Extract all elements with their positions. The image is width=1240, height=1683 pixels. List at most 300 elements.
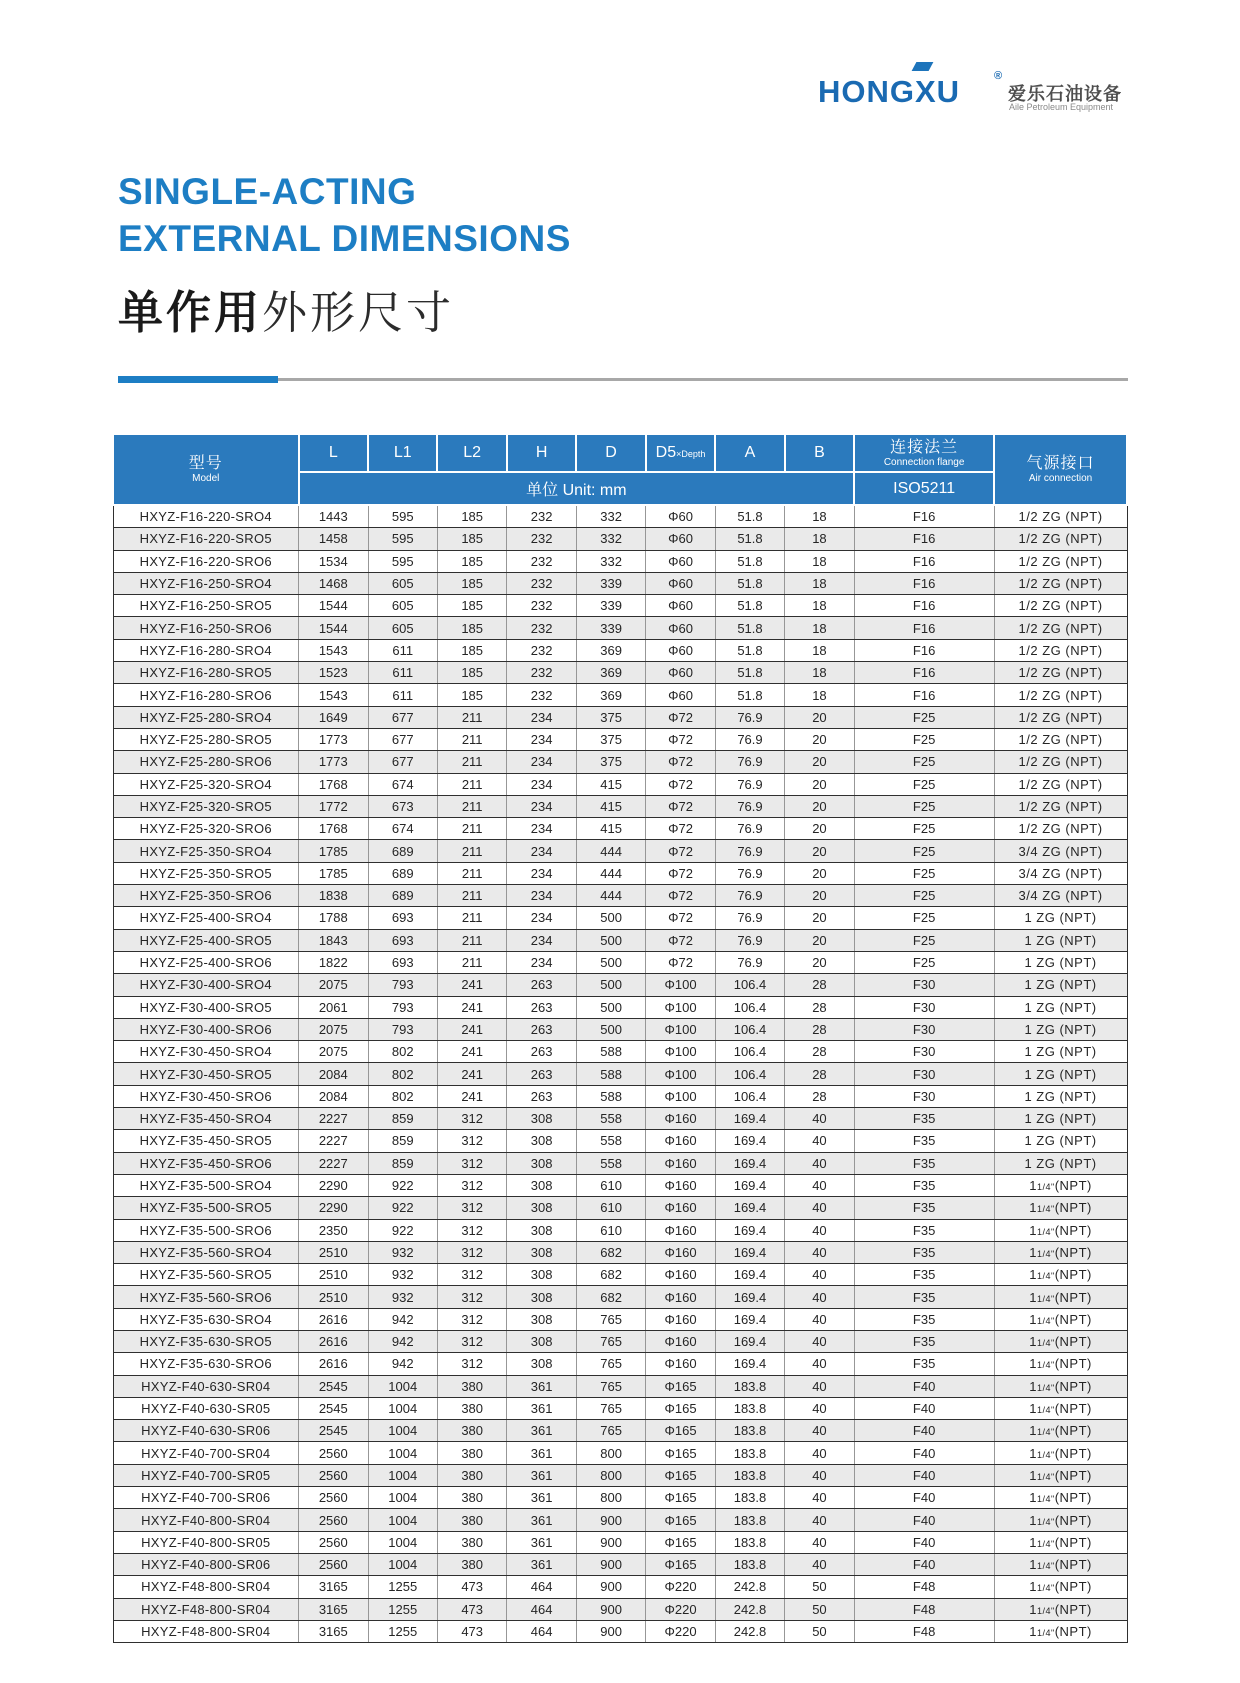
cell-air: 1/2 ZG (NPT) xyxy=(994,617,1127,639)
cell-d: 765 xyxy=(576,1375,645,1397)
cell-h: 234 xyxy=(507,773,576,795)
cell-b: 20 xyxy=(785,795,854,817)
cell-a: 76.9 xyxy=(715,818,784,840)
title-chinese xyxy=(118,276,571,341)
cell-h: 232 xyxy=(507,595,576,617)
cell-l2: 380 xyxy=(437,1531,506,1553)
cell-l1: 793 xyxy=(368,974,437,996)
cell-flange: F16 xyxy=(854,572,994,594)
cell-h: 234 xyxy=(507,840,576,862)
cell-d5: Φ100 xyxy=(646,996,715,1018)
cell-a: 76.9 xyxy=(715,840,784,862)
cell-l1: 1004 xyxy=(368,1397,437,1419)
cell-d5: Φ165 xyxy=(646,1487,715,1509)
table-row xyxy=(113,1041,1127,1063)
cell-d5: Φ72 xyxy=(646,751,715,773)
cell-d: 500 xyxy=(576,996,645,1018)
table-row xyxy=(113,974,1127,996)
table-row xyxy=(113,1487,1127,1509)
cell-l: 1543 xyxy=(299,684,368,706)
cell-d5: Φ160 xyxy=(646,1174,715,1196)
table-row xyxy=(113,1241,1127,1263)
cell-b: 20 xyxy=(785,728,854,750)
cell-h: 361 xyxy=(507,1464,576,1486)
col-header-model-en: Model xyxy=(192,473,220,484)
cell-flange: F35 xyxy=(854,1241,994,1263)
logo-accent-icon xyxy=(912,62,934,71)
cell-model: HXYZ-F25-350-SRO6 xyxy=(113,885,299,907)
table-row xyxy=(113,907,1127,929)
cell-air: 11/4"(NPT) xyxy=(994,1509,1127,1531)
cell-a: 169.4 xyxy=(715,1264,784,1286)
cell-l: 2545 xyxy=(299,1397,368,1419)
cell-a: 51.8 xyxy=(715,505,784,528)
cell-l: 2560 xyxy=(299,1553,368,1575)
cell-d5: Φ100 xyxy=(646,974,715,996)
cell-h: 308 xyxy=(507,1130,576,1152)
cell-model: HXYZ-F48-800-SR04 xyxy=(113,1576,299,1598)
cell-a: 106.4 xyxy=(715,1041,784,1063)
cell-d: 610 xyxy=(576,1197,645,1219)
cell-l1: 942 xyxy=(368,1353,437,1375)
cell-l2: 241 xyxy=(437,1063,506,1085)
cell-d: 800 xyxy=(576,1442,645,1464)
cell-b: 40 xyxy=(785,1553,854,1575)
cell-model: HXYZ-F16-280-SRO6 xyxy=(113,684,299,706)
cell-d5: Φ165 xyxy=(646,1553,715,1575)
cell-l2: 241 xyxy=(437,1041,506,1063)
cell-h: 232 xyxy=(507,617,576,639)
cell-a: 51.8 xyxy=(715,572,784,594)
cell-d5: Φ160 xyxy=(646,1264,715,1286)
cell-h: 232 xyxy=(507,550,576,572)
cell-model: HXYZ-F35-630-SRO4 xyxy=(113,1308,299,1330)
cell-model: HXYZ-F16-280-SRO5 xyxy=(113,662,299,684)
cell-model: HXYZ-F25-320-SRO4 xyxy=(113,773,299,795)
dimensions-table-body xyxy=(113,505,1127,1643)
cell-air: 1 ZG (NPT) xyxy=(994,996,1127,1018)
table-row xyxy=(113,1264,1127,1286)
cell-flange: F35 xyxy=(854,1330,994,1352)
cell-l2: 211 xyxy=(437,795,506,817)
cell-d: 369 xyxy=(576,662,645,684)
cell-a: 51.8 xyxy=(715,617,784,639)
cell-air: 11/4"(NPT) xyxy=(994,1174,1127,1196)
cell-b: 18 xyxy=(785,595,854,617)
cell-d5: Φ100 xyxy=(646,1063,715,1085)
cell-d: 444 xyxy=(576,840,645,862)
cell-h: 361 xyxy=(507,1531,576,1553)
cell-air: 11/4"(NPT) xyxy=(994,1330,1127,1352)
cell-l: 2510 xyxy=(299,1286,368,1308)
cell-a: 76.9 xyxy=(715,751,784,773)
cell-l: 2560 xyxy=(299,1442,368,1464)
cell-a: 51.8 xyxy=(715,595,784,617)
cell-model: HXYZ-F30-400-SRO4 xyxy=(113,974,299,996)
cell-b: 18 xyxy=(785,662,854,684)
cell-d: 332 xyxy=(576,528,645,550)
cell-model: HXYZ-F40-800-SR04 xyxy=(113,1509,299,1531)
cell-d5: Φ60 xyxy=(646,505,715,528)
cell-l1: 802 xyxy=(368,1041,437,1063)
cell-l: 1788 xyxy=(299,907,368,929)
cell-b: 28 xyxy=(785,974,854,996)
cell-d5: Φ72 xyxy=(646,728,715,750)
cell-b: 40 xyxy=(785,1397,854,1419)
cell-flange: F25 xyxy=(854,929,994,951)
cell-b: 28 xyxy=(785,1041,854,1063)
cell-model: HXYZ-F30-400-SRO6 xyxy=(113,1018,299,1040)
dimensions-table-wrapper xyxy=(112,433,1128,1643)
table-row xyxy=(113,1464,1127,1486)
cell-l1: 932 xyxy=(368,1241,437,1263)
cell-a: 169.4 xyxy=(715,1241,784,1263)
cell-air: 11/4"(NPT) xyxy=(994,1553,1127,1575)
cell-model: HXYZ-F40-630-SR06 xyxy=(113,1420,299,1442)
col-header-flange-cn: 连接法兰 xyxy=(890,438,959,456)
cell-d: 900 xyxy=(576,1620,645,1642)
cell-d5: Φ72 xyxy=(646,907,715,929)
cell-air: 1 ZG (NPT) xyxy=(994,907,1127,929)
cell-flange: F35 xyxy=(854,1219,994,1241)
cell-l: 2061 xyxy=(299,996,368,1018)
cell-flange: F25 xyxy=(854,728,994,750)
cell-l2: 380 xyxy=(437,1553,506,1575)
cell-b: 20 xyxy=(785,862,854,884)
cell-b: 40 xyxy=(785,1487,854,1509)
cell-air: 11/4"(NPT) xyxy=(994,1308,1127,1330)
cell-flange: F40 xyxy=(854,1375,994,1397)
cell-a: 51.8 xyxy=(715,684,784,706)
cell-l: 1543 xyxy=(299,639,368,661)
cell-l2: 211 xyxy=(437,818,506,840)
cell-l1: 611 xyxy=(368,639,437,661)
cell-d: 558 xyxy=(576,1130,645,1152)
cell-l: 2560 xyxy=(299,1531,368,1553)
cell-d: 800 xyxy=(576,1464,645,1486)
cell-l: 2545 xyxy=(299,1375,368,1397)
cell-flange: F40 xyxy=(854,1487,994,1509)
cell-flange: F25 xyxy=(854,773,994,795)
cell-b: 40 xyxy=(785,1197,854,1219)
cell-d: 588 xyxy=(576,1063,645,1085)
cell-a: 183.8 xyxy=(715,1553,784,1575)
cell-l: 2545 xyxy=(299,1420,368,1442)
cell-a: 169.4 xyxy=(715,1152,784,1174)
cell-d: 339 xyxy=(576,617,645,639)
cell-d: 339 xyxy=(576,572,645,594)
table-row xyxy=(113,1353,1127,1375)
cell-d5: Φ72 xyxy=(646,706,715,728)
page-title xyxy=(118,168,571,341)
cell-l2: 185 xyxy=(437,684,506,706)
table-row xyxy=(113,1397,1127,1419)
cell-l: 2084 xyxy=(299,1085,368,1107)
cell-model: HXYZ-F35-560-SRO5 xyxy=(113,1264,299,1286)
cell-model: HXYZ-F25-400-SRO4 xyxy=(113,907,299,929)
col-header-h: H xyxy=(507,434,576,472)
cell-a: 76.9 xyxy=(715,885,784,907)
cell-h: 464 xyxy=(507,1620,576,1642)
cell-d5: Φ165 xyxy=(646,1531,715,1553)
cell-air: 11/4"(NPT) xyxy=(994,1286,1127,1308)
cell-model: HXYZ-F35-450-SRO6 xyxy=(113,1152,299,1174)
cell-h: 232 xyxy=(507,505,576,528)
cell-air: 11/4"(NPT) xyxy=(994,1397,1127,1419)
cell-h: 263 xyxy=(507,996,576,1018)
cell-l2: 211 xyxy=(437,706,506,728)
cell-h: 464 xyxy=(507,1576,576,1598)
cell-l: 1534 xyxy=(299,550,368,572)
table-row xyxy=(113,1197,1127,1219)
cell-l: 1768 xyxy=(299,818,368,840)
cell-l: 1458 xyxy=(299,528,368,550)
cell-h: 361 xyxy=(507,1375,576,1397)
cell-d5: Φ60 xyxy=(646,617,715,639)
cell-d: 332 xyxy=(576,550,645,572)
cell-h: 263 xyxy=(507,1041,576,1063)
cell-flange: F40 xyxy=(854,1509,994,1531)
cell-b: 20 xyxy=(785,818,854,840)
cell-air: 1/2 ZG (NPT) xyxy=(994,505,1127,528)
cell-air: 11/4"(NPT) xyxy=(994,1241,1127,1263)
cell-l2: 312 xyxy=(437,1264,506,1286)
cell-l2: 211 xyxy=(437,929,506,951)
cell-l2: 241 xyxy=(437,974,506,996)
cell-l1: 1004 xyxy=(368,1375,437,1397)
cell-b: 50 xyxy=(785,1620,854,1642)
cell-model: HXYZ-F35-500-SRO5 xyxy=(113,1197,299,1219)
cell-flange: F30 xyxy=(854,1018,994,1040)
cell-l2: 211 xyxy=(437,751,506,773)
cell-d5: Φ72 xyxy=(646,840,715,862)
cell-d: 500 xyxy=(576,951,645,973)
cell-flange: F48 xyxy=(854,1620,994,1642)
cell-l: 2227 xyxy=(299,1108,368,1130)
cell-air: 11/4"(NPT) xyxy=(994,1487,1127,1509)
cell-b: 18 xyxy=(785,550,854,572)
cell-l1: 922 xyxy=(368,1174,437,1196)
col-header-air-cn: 气源接口 xyxy=(1026,455,1095,472)
cell-model: HXYZ-F16-280-SRO4 xyxy=(113,639,299,661)
cell-l1: 611 xyxy=(368,684,437,706)
cell-flange: F16 xyxy=(854,505,994,528)
cell-h: 234 xyxy=(507,706,576,728)
cell-l1: 674 xyxy=(368,773,437,795)
cell-air: 3/4 ZG (NPT) xyxy=(994,885,1127,907)
cell-a: 51.8 xyxy=(715,662,784,684)
cell-b: 40 xyxy=(785,1420,854,1442)
divider-accent-bar xyxy=(118,376,278,383)
cell-b: 40 xyxy=(785,1174,854,1196)
cell-a: 169.4 xyxy=(715,1286,784,1308)
title-line-1: SINGLE-ACTING xyxy=(118,171,417,212)
cell-b: 20 xyxy=(785,951,854,973)
cell-l2: 185 xyxy=(437,505,506,528)
table-row xyxy=(113,684,1127,706)
cell-l: 2510 xyxy=(299,1264,368,1286)
cell-h: 234 xyxy=(507,885,576,907)
unit-header: 单位 Unit: mm xyxy=(299,472,855,505)
cell-flange: F35 xyxy=(854,1353,994,1375)
cell-l1: 793 xyxy=(368,1018,437,1040)
cell-a: 106.4 xyxy=(715,1018,784,1040)
cell-l: 1843 xyxy=(299,929,368,951)
cell-a: 51.8 xyxy=(715,528,784,550)
cell-d: 375 xyxy=(576,751,645,773)
cell-b: 40 xyxy=(785,1375,854,1397)
cell-a: 169.4 xyxy=(715,1308,784,1330)
col-header-l: L xyxy=(299,434,368,472)
cell-model: HXYZ-F25-280-SRO5 xyxy=(113,728,299,750)
col-header-flange xyxy=(854,434,994,472)
cell-model: HXYZ-F40-700-SR05 xyxy=(113,1464,299,1486)
table-row xyxy=(113,1576,1127,1598)
cell-a: 183.8 xyxy=(715,1397,784,1419)
col-header-air-en: Air connection xyxy=(1028,473,1093,484)
title-chinese-bold: 单作用 xyxy=(118,287,263,338)
cell-flange: F16 xyxy=(854,662,994,684)
table-row xyxy=(113,1108,1127,1130)
cell-model: HXYZ-F25-320-SRO5 xyxy=(113,795,299,817)
cell-air: 1 ZG (NPT) xyxy=(994,1130,1127,1152)
cell-l: 1772 xyxy=(299,795,368,817)
cell-l2: 380 xyxy=(437,1487,506,1509)
cell-b: 40 xyxy=(785,1108,854,1130)
cell-l1: 689 xyxy=(368,885,437,907)
cell-air: 1 ZG (NPT) xyxy=(994,974,1127,996)
cell-b: 18 xyxy=(785,505,854,528)
cell-d5: Φ60 xyxy=(646,528,715,550)
cell-l1: 859 xyxy=(368,1130,437,1152)
cell-air: 1/2 ZG (NPT) xyxy=(994,706,1127,728)
cell-flange: F16 xyxy=(854,550,994,572)
cell-l2: 312 xyxy=(437,1108,506,1130)
cell-model: HXYZ-F25-350-SRO4 xyxy=(113,840,299,862)
cell-h: 308 xyxy=(507,1197,576,1219)
cell-a: 183.8 xyxy=(715,1487,784,1509)
brand-name-chinese: 爱乐石油设备 xyxy=(1008,84,1122,104)
cell-b: 18 xyxy=(785,617,854,639)
cell-model: HXYZ-F35-630-SRO6 xyxy=(113,1353,299,1375)
cell-l2: 380 xyxy=(437,1442,506,1464)
cell-model: HXYZ-F16-250-SRO6 xyxy=(113,617,299,639)
table-row xyxy=(113,1553,1127,1575)
table-row xyxy=(113,818,1127,840)
cell-l1: 942 xyxy=(368,1330,437,1352)
cell-h: 263 xyxy=(507,1018,576,1040)
cell-air: 1/2 ZG (NPT) xyxy=(994,595,1127,617)
cell-h: 232 xyxy=(507,572,576,594)
cell-b: 20 xyxy=(785,885,854,907)
cell-flange: F25 xyxy=(854,862,994,884)
title-divider xyxy=(118,376,1128,384)
cell-d5: Φ72 xyxy=(646,951,715,973)
cell-flange: F35 xyxy=(854,1286,994,1308)
cell-l2: 211 xyxy=(437,951,506,973)
cell-d: 369 xyxy=(576,684,645,706)
cell-l2: 473 xyxy=(437,1620,506,1642)
cell-d5: Φ160 xyxy=(646,1130,715,1152)
cell-h: 234 xyxy=(507,907,576,929)
table-row xyxy=(113,795,1127,817)
cell-b: 18 xyxy=(785,572,854,594)
table-row xyxy=(113,1219,1127,1241)
cell-flange: F16 xyxy=(854,595,994,617)
table-row xyxy=(113,728,1127,750)
cell-air: 1 ZG (NPT) xyxy=(994,1041,1127,1063)
cell-h: 308 xyxy=(507,1353,576,1375)
cell-model: HXYZ-F35-560-SRO6 xyxy=(113,1286,299,1308)
cell-d5: Φ160 xyxy=(646,1108,715,1130)
cell-l1: 1255 xyxy=(368,1620,437,1642)
cell-model: HXYZ-F40-800-SR06 xyxy=(113,1553,299,1575)
cell-a: 183.8 xyxy=(715,1531,784,1553)
cell-l2: 211 xyxy=(437,862,506,884)
table-row xyxy=(113,1620,1127,1642)
col-header-l1: L1 xyxy=(368,434,437,472)
title-english xyxy=(118,168,571,262)
cell-l1: 595 xyxy=(368,505,437,528)
cell-l2: 312 xyxy=(437,1152,506,1174)
cell-air: 1/2 ZG (NPT) xyxy=(994,550,1127,572)
cell-l: 2616 xyxy=(299,1308,368,1330)
cell-air: 11/4"(NPT) xyxy=(994,1620,1127,1642)
cell-a: 106.4 xyxy=(715,974,784,996)
cell-l1: 932 xyxy=(368,1286,437,1308)
cell-l2: 312 xyxy=(437,1308,506,1330)
cell-l: 2075 xyxy=(299,974,368,996)
cell-flange: F35 xyxy=(854,1308,994,1330)
cell-l1: 1004 xyxy=(368,1553,437,1575)
cell-d: 900 xyxy=(576,1553,645,1575)
cell-l1: 605 xyxy=(368,595,437,617)
cell-d5: Φ72 xyxy=(646,773,715,795)
cell-l: 1785 xyxy=(299,840,368,862)
cell-air: 11/4"(NPT) xyxy=(994,1598,1127,1620)
cell-d: 444 xyxy=(576,885,645,907)
cell-l1: 942 xyxy=(368,1308,437,1330)
cell-d5: Φ160 xyxy=(646,1353,715,1375)
cell-h: 308 xyxy=(507,1286,576,1308)
cell-l1: 922 xyxy=(368,1197,437,1219)
table-row xyxy=(113,662,1127,684)
cell-d: 369 xyxy=(576,639,645,661)
cell-air: 1 ZG (NPT) xyxy=(994,1108,1127,1130)
cell-d: 765 xyxy=(576,1420,645,1442)
table-row xyxy=(113,996,1127,1018)
cell-h: 234 xyxy=(507,795,576,817)
cell-model: HXYZ-F30-450-SRO5 xyxy=(113,1063,299,1085)
cell-b: 50 xyxy=(785,1598,854,1620)
cell-d: 800 xyxy=(576,1487,645,1509)
cell-flange: F40 xyxy=(854,1464,994,1486)
cell-a: 76.9 xyxy=(715,907,784,929)
cell-a: 76.9 xyxy=(715,929,784,951)
cell-h: 464 xyxy=(507,1598,576,1620)
cell-model: HXYZ-F16-220-SRO5 xyxy=(113,528,299,550)
cell-d5: Φ165 xyxy=(646,1397,715,1419)
cell-model: HXYZ-F48-800-SR04 xyxy=(113,1620,299,1642)
cell-air: 1/2 ZG (NPT) xyxy=(994,639,1127,661)
cell-a: 183.8 xyxy=(715,1420,784,1442)
cell-d5: Φ72 xyxy=(646,818,715,840)
cell-d: 588 xyxy=(576,1041,645,1063)
cell-d5: Φ220 xyxy=(646,1598,715,1620)
cell-flange: F30 xyxy=(854,974,994,996)
title-chinese-regular: 外形尺寸 xyxy=(262,287,455,338)
cell-d5: Φ160 xyxy=(646,1330,715,1352)
